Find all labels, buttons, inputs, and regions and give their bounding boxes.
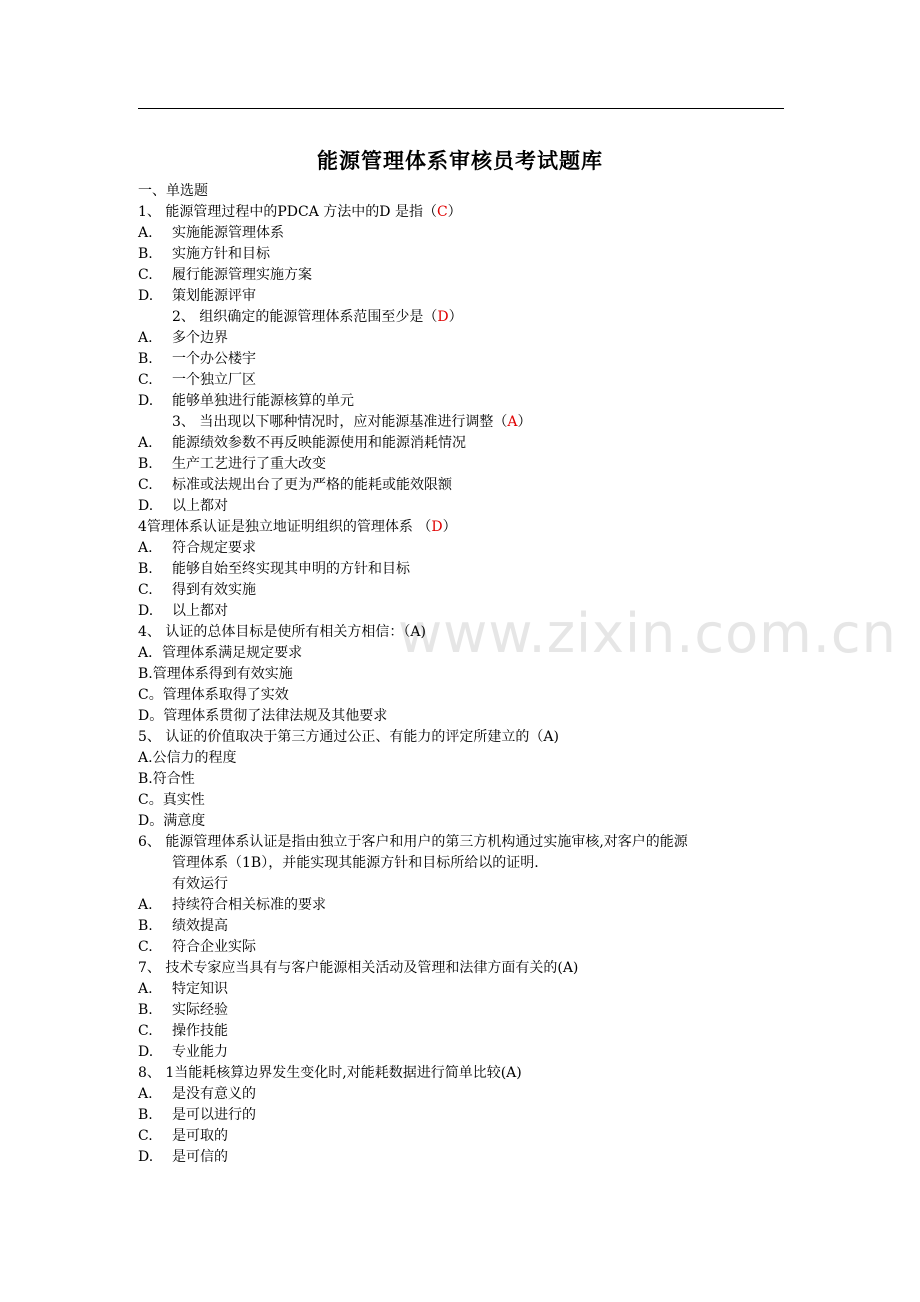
option: B. 绩效提高: [138, 918, 228, 934]
option: D. 能够单独进行能源核算的单元: [138, 393, 354, 409]
question-1: 1、 能源管理过程中的PDCA 方法中的D 是指（C）: [138, 204, 462, 220]
answer-3: A: [507, 414, 518, 430]
option: A. 持续符合相关标准的要求: [138, 897, 326, 913]
question-7-note: 有效运行: [172, 876, 228, 892]
question-4: 4管理体系认证是独立地证明组织的管理体系 （D）: [138, 519, 457, 535]
option: A. 是没有意义的: [138, 1086, 256, 1102]
section-heading: 一、单选题: [138, 183, 208, 199]
option: A. 特定知识: [138, 981, 228, 997]
option: A. 实施能源管理体系: [138, 225, 284, 241]
answer-4: D: [431, 519, 443, 535]
question-5: 4、 认证的总体目标是使所有相关方相信：（A): [138, 624, 426, 640]
answer-2: D: [437, 309, 449, 325]
option: C. 得到有效实施: [138, 582, 256, 598]
question-8: 7、 技术专家应当具有与客户能源相关活动及管理和法律方面有关的(A): [138, 960, 579, 976]
header-rule: [138, 108, 784, 109]
question-3: 3、 当出现以下哪种情况时，应对能源基准进行调整（A）: [172, 414, 532, 430]
answer-1: C: [436, 204, 448, 220]
option: A. 符合规定要求: [138, 540, 256, 556]
option: C. 履行能源管理实施方案: [138, 267, 312, 283]
option: D. 策划能源评审: [138, 288, 256, 304]
option: A. 能源绩效参数不再反映能源使用和能源消耗情况: [138, 435, 466, 451]
option: D。管理体系贯彻了法律法规及其他要求: [138, 708, 388, 724]
question-7: 6、 能源管理体系认证是指由独立于客户和用户的第三方机构通过实施审核,对客户的能源: [138, 834, 688, 850]
option: B. 实际经验: [138, 1002, 228, 1018]
option: D. 以上都对: [138, 603, 228, 619]
question-2: 2、 组织确定的能源管理体系范围至少是（D）: [172, 309, 463, 325]
option: C. 标准或法规出台了更为严格的能耗或能效限额: [138, 477, 452, 493]
option: D. 以上都对: [138, 498, 228, 514]
option: A.公信力的程度: [138, 750, 237, 766]
question-9: 8、 1当能耗核算边界发生变化时,对能耗数据进行简单比较(A): [138, 1065, 522, 1081]
option: C. 操作技能: [138, 1023, 228, 1039]
option: C. 符合企业实际: [138, 939, 256, 955]
option: B. 能够自始至终实现其申明的方针和目标: [138, 561, 410, 577]
question-list: [138, 181, 784, 1168]
option: D. 是可信的: [138, 1149, 228, 1165]
option: C. 是可取的: [138, 1128, 228, 1144]
option: B.符合性: [138, 771, 195, 787]
option: B. 是可以进行的: [138, 1107, 256, 1123]
option: A．管理体系满足规定要求: [138, 645, 303, 661]
watermark: www.zixin.com.cn: [398, 602, 897, 665]
option: C。真实性: [138, 792, 205, 808]
option: C。管理体系取得了实效: [138, 687, 289, 703]
option: C. 一个独立厂区: [138, 372, 256, 388]
option: B.管理体系得到有效实施: [138, 666, 293, 682]
question-6: 5、 认证的价值取决于第三方通过公正、有能力的评定所建立的（A): [138, 729, 559, 745]
option: D. 专业能力: [138, 1044, 228, 1060]
option: B. 实施方针和目标: [138, 246, 270, 262]
option: B. 一个办公楼宇: [138, 351, 256, 367]
document-title: 能源管理体系审核员考试题库: [317, 148, 603, 173]
option: A. 多个边界: [138, 330, 228, 346]
option: D。满意度: [138, 813, 206, 829]
option: B. 生产工艺进行了重大改变: [138, 456, 326, 472]
question-7-continued: 管理体系（1B），并能实现其能源方针和目标所给以的证明.: [172, 855, 539, 871]
